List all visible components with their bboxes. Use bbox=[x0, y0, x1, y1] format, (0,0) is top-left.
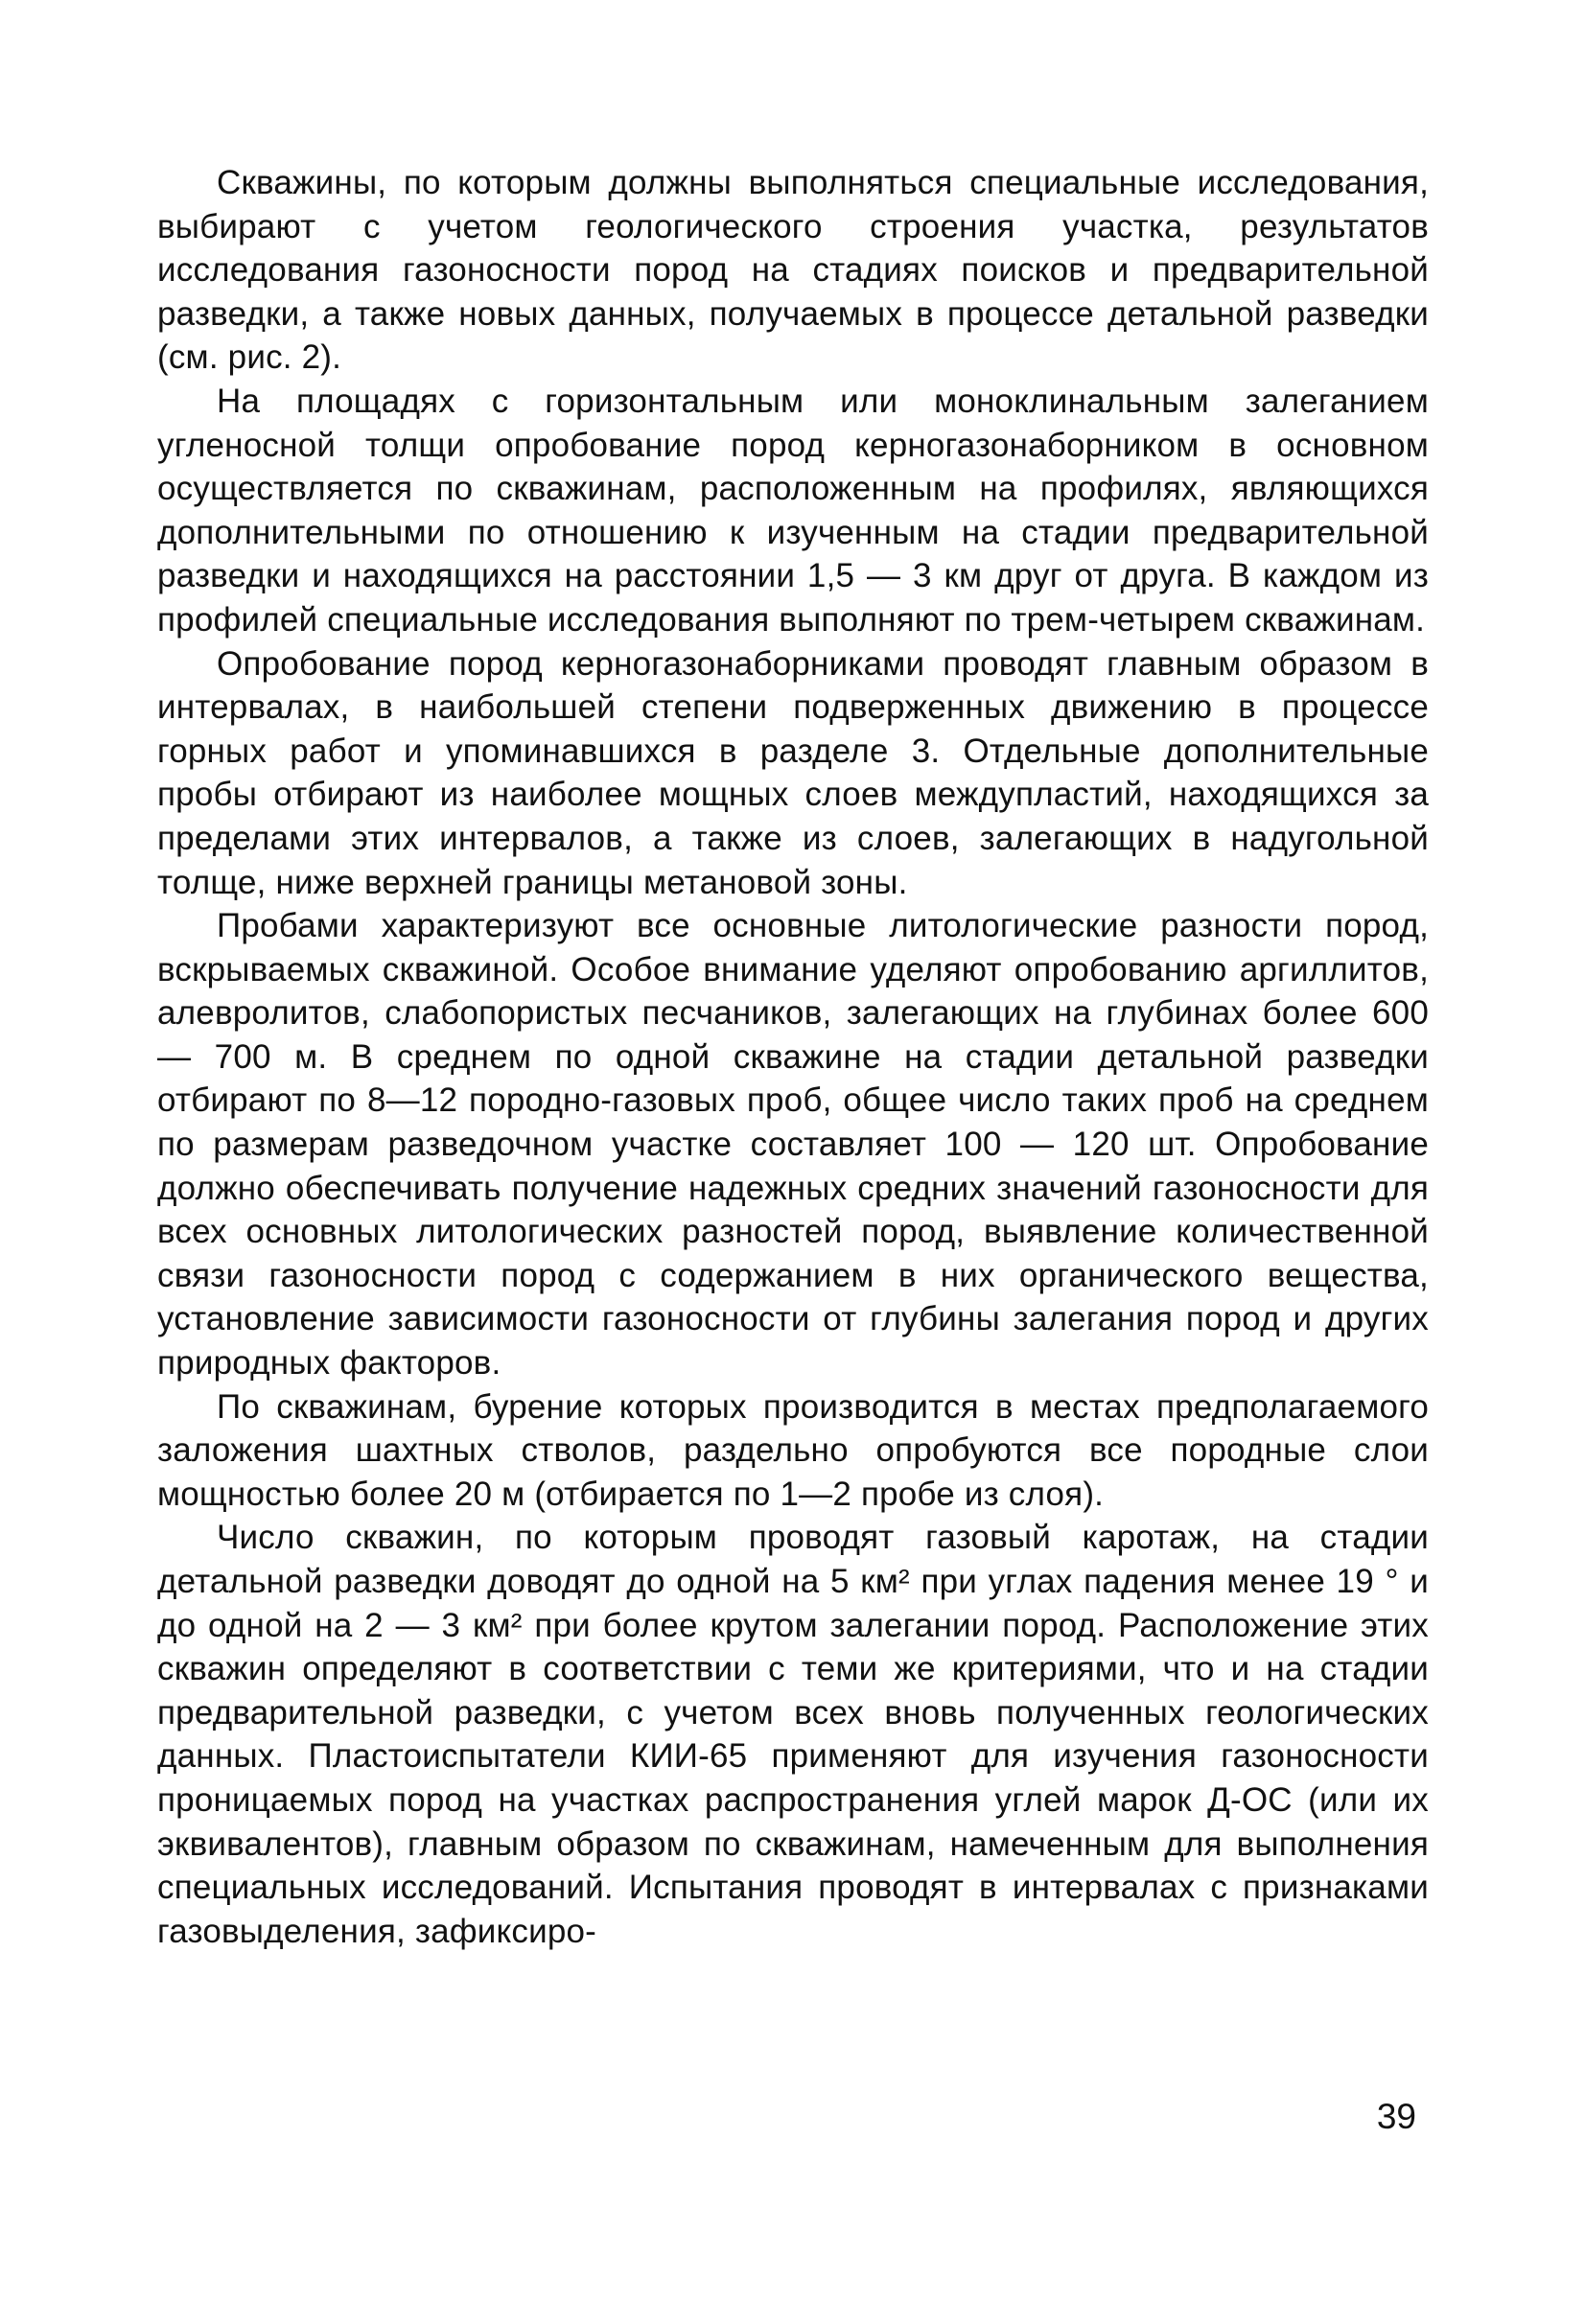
paragraph-shaft-wells: По скважинам, бурение которых производится в местах предполагаемого заложения шахтных стволов, раздельно опробуются все породные слои мощностью более 20 м (отбирается по 1—2 пробе из слоя). bbox=[157, 1387, 1429, 1513]
paragraph-horizontal-areas: На площадях с горизонтальным или моноклинальным залеганием угленосной толщи опробование пород керногазонаборником в основном осуществляется по скважинам, расположенным на профилях, являющихся дополнительными по отношению к изученным на стадии предварительной разведки и находящихся на расстоянии 1,5 — 3 км друг от друга. В каждом из профилей специальные исследования выполняют по трем-четырем скважинам. bbox=[157, 382, 1429, 639]
paragraph-core-sampling: Опробование пород керногазонаборниками проводят главным образом в интервалах, в наибольшей степени подверженных движению в процессе горных работ и упоминавшихся в разделе 3. Отдельные дополнительные пробы отбирают из наиболее мощных слоев междупластий, находящихся за пределами этих интервалов, а также из слоев, залегающих в надугольной толще, ниже верхней границы метановой зоны. bbox=[157, 644, 1429, 901]
paragraph-gas-logging: Число скважин, по которым проводят газовый каротаж, на стадии детальной разведки доводят до одной на 5 км² при углах падения менее 19 ° и до одной на 2 — 3 км² при более крутом залегании пород. Расположение этих скважин определяют в соответствии с теми же критериями, что и на стадии предварительной разведки, с учетом всех вновь полученных геологических данных. Пластоиспытатели КИИ-65 применяют для изучения газоносности проницаемых пород на участках распространения углей марок Д-ОС (или их эквивалентов), главным образом по скважинам, намеченным для выполнения специальных исследований. Испытания проводят в интервалах с признаками газовыделения, зафиксиро- bbox=[157, 1519, 1429, 1950]
text-column bbox=[157, 161, 1429, 1953]
paragraph-wells-selection: Скважины, по которым должны выполняться специальные исследования, выбирают с учетом геологического строения участка, результатов исследования газоносности пород на стадиях поисков и предварительной разведки, а также новых данных, получаемых в процессе детальной разведки (см. рис. 2). bbox=[157, 164, 1429, 377]
paragraph-lithology-samples: Пробами характеризуют все основные литологические разности пород, вскрываемых скважиной. Особое внимание уделяют опробованию аргиллитов, алевролитов, слабопористых песчаников, залегающих на глубинах более 600 — 700 м. В среднем по одной скважине на стадии детальной разведки отбирают по 8—12 породно-газовых проб, общее число таких проб на среднем по размерам разведочном участке составляет 100 — 120 шт. Опробование должно обеспечивать получение надежных средних значений газоносности для всех основных литологических разностей пород, выявление количественной связи газоносности пород с содержанием в них органического вещества, установление зависимости газоносности от глубины залегания пород и других природных факторов. bbox=[157, 907, 1429, 1383]
page-number: 39 bbox=[1376, 2097, 1416, 2136]
